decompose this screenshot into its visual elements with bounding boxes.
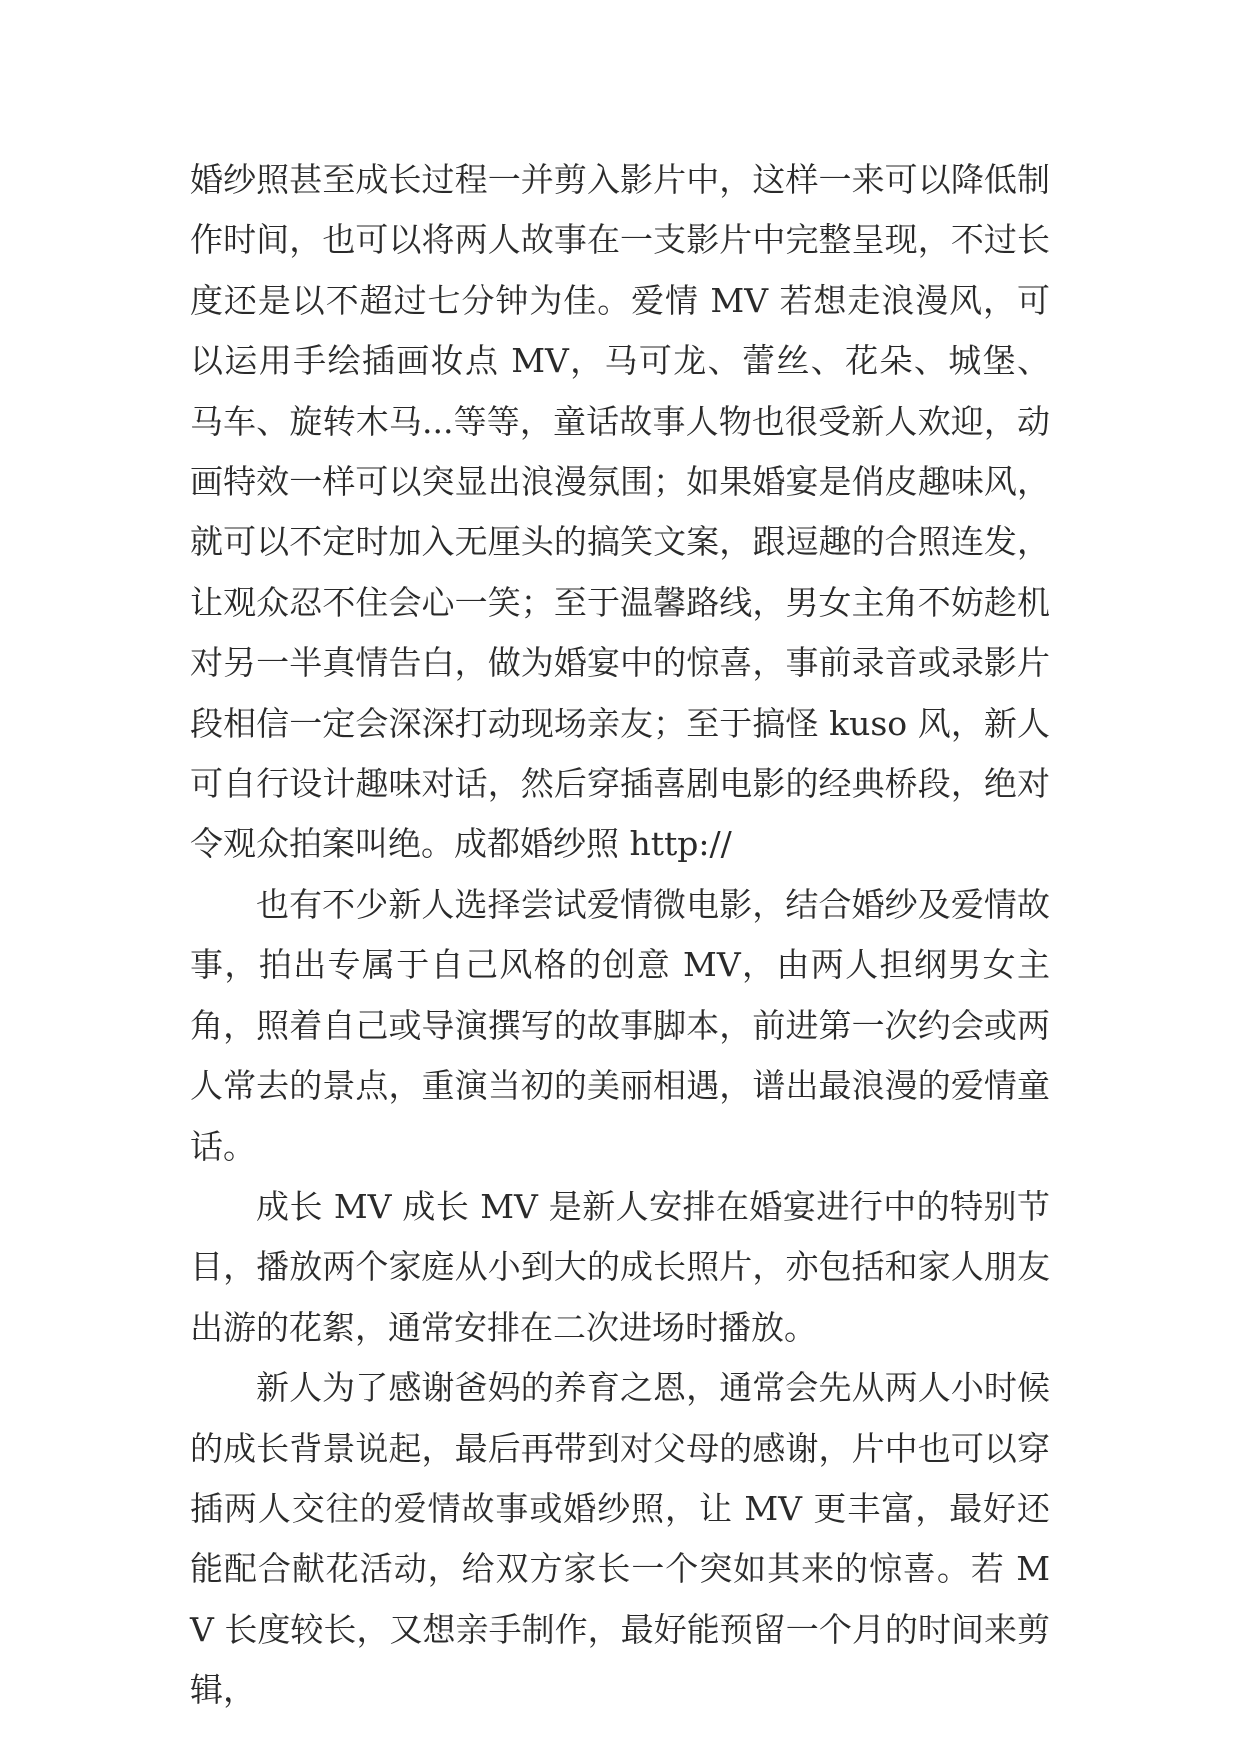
paragraph-2: 也有不少新人选择尝试爱情微电影，结合婚纱及爱情故事，拍出专属于自己风格的创意 MV，由两人担纲男女主角，照着自己或导演撰写的故事脚本，前进第一次约会或两人常去的景点，重演当初的美丽相遇，谱出最浪漫的爱情童话。 (190, 884, 1050, 1166)
paragraph-1: 婚纱照甚至成长过程一并剪入影片中，这样一来可以降低制作时间，也可以将两人故事在一支影片中完整呈现，不过长度还是以不超过七分钟为佳。爱情 MV 若想走浪漫风，可以运用手绘插画妆点 MV，马可龙、蕾丝、花朵、城堡、马车、旋转木马...等等，童话故事人物也很受新人欢迎，动画特效一样可以突显出浪漫氛围；如果婚宴是俏皮趣味风，就可以不定时加入无厘头的搞笑文案，跟逗趣的合照连发，让观众忍不住会心一笑；至于温馨路线，男女主角不妨趁机对另一半真情告白，做为婚宴中的惊喜，事前录音或录影片段相信一定会深深打动现场亲友；至于搞怪 kuso 风，新人可自行设计趣味对话，然后穿插喜剧电影的经典桥段，绝对令观众拍案叫绝。成都婚纱照 http:// (190, 160, 1050, 864)
paragraph-3: 成长 MV 成长 MV 是新人安排在婚宴进行中的特别节目，播放两个家庭从小到大的成长照片，亦包括和家人朋友出游的花絮，通常安排在二次进场时播放。 (190, 1186, 1050, 1347)
document-body (190, 150, 1050, 1721)
paragraph-4: 新人为了感谢爸妈的养育之恩，通常会先从两人小时候的成长背景说起，最后再带到对父母的感谢，片中也可以穿插两人交往的爱情故事或婚纱照，让 MV 更丰富，最好还能配合献花活动，给双方家长一个突如其来的惊喜。若 MV 长度较长，又想亲手制作，最好能预留一个月的时间来剪辑， (190, 1368, 1050, 1710)
